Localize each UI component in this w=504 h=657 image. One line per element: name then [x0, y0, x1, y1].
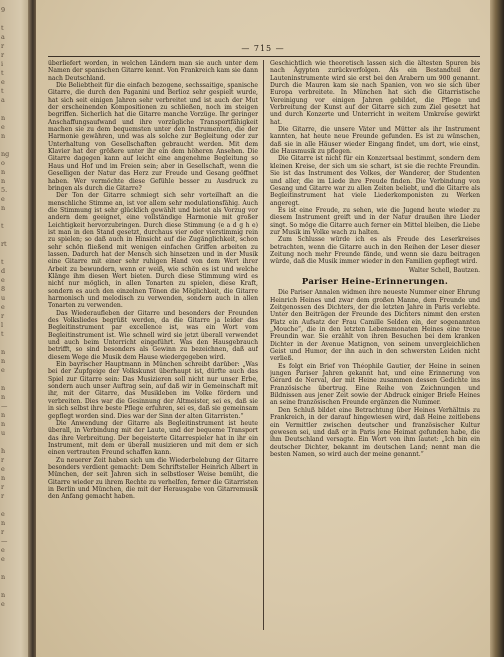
- left-column: [48, 60, 258, 632]
- bleed-line: t: [1, 222, 4, 230]
- bleed-line: 5.: [1, 186, 8, 194]
- bleed-through-text: [1, 6, 23, 609]
- page-edge-right: [490, 0, 504, 657]
- bleed-line: n: [1, 168, 6, 176]
- bleed-line: n: [1, 393, 6, 401]
- bleed-line: n: [1, 411, 6, 419]
- bleed-line: n: [1, 384, 6, 392]
- bleed-line: e: [1, 123, 5, 131]
- bleed-line: u: [1, 429, 6, 437]
- bleed-line: n: [1, 474, 6, 482]
- bleed-line: [1, 582, 23, 591]
- bleed-line: r: [1, 492, 5, 500]
- bleed-line: r: [1, 51, 5, 59]
- article-paragraph: überliefert worden, in welchen Ländern man sie auch unter dem Namen der spanischen Gitarre kennt. Von Frankreich kam sie dann nach Deutschland.: [48, 60, 258, 82]
- bleed-line: [1, 501, 23, 510]
- bleed-line: e: [1, 303, 5, 311]
- bleed-line: [1, 249, 23, 258]
- bleed-line: n: [1, 114, 6, 122]
- article-paragraph: Der Ton der Gitarre schmiegt sich sehr vorteilhaft an die menschliche Stimme an, ist vor allem sehr modulationsfähig. Auch die Stimmung ist sehr glücklich gewählt und bietet als Vorzug vor andern dem geeignet, eine vollständige Harmonie mit großer Leichtigkeit hervorzubringen. Durch diese Stimmung (e a d g h e) ist man in den Stand gesetzt, durchaus vier oder vierstimmig rein zu spielen; so daß auch in Hinsicht auf die Zugänglichkeit, schon sehr schön fließend mit wenigen einfachen Griffen arbeiten zu lassen. Dadurch hat der Mensch sich hinsetzen und in der Musik eine Gitarre mit einer sehr ruhigen Hand von dem Wert ihrer Arbeit zu bewundern, wenn er weiß, wie schön es ist und welche Klänge ihm diesen Wert bieten. Durch diese Stimmung wird es nicht nur möglich, in allen Tonarten zu spielen, diese Kraft, sondern es auch den einzelnen Tönen die Möglichkeit, die Gitarre harmonisch und melodisch zu verwenden, sondern auch in allen Tonarten zu verwenden.: [48, 192, 258, 310]
- article-paragraph: Ein bayrischer Hauptmann in München schreibt darüber: „Was bei der Zupfgeige der Volkskunst überhaupt ist, dürfte auch das Spiel zur Gitarre sein: Das Musizieren soll nicht nur unser Erbe, sondern auch unser Auftrag sein, auf daß wir in Gemeinschaft mit ihr, mit der Gitarre, das Musikleben im Volke fördern und verbreiten. Dies war die Gesinnung der Altmeister, sei es, daß sie in sich selbst ihre beste Pflege erfuhren, sei es, daß sie gemeinsam gepflegt worden sind. Dies war der Sinn der alten Gitarristen.“: [48, 361, 258, 420]
- bleed-line: ng: [1, 150, 10, 158]
- bleed-line: i: [1, 60, 4, 68]
- bleed-line: e: [1, 510, 5, 518]
- bleed-line: r: [1, 42, 5, 50]
- article-paragraph: Es ist eine Freude, zu sehen, wie die Jugend heute wieder zu diesem Instrument greift und in der Natur draußen ihre Lieder singt. So möge die Gitarre auch ferner ein Mittel bleiben, die Liebe zur Musik im Volke wach zu halten.: [270, 206, 480, 236]
- bleed-line: [1, 375, 23, 384]
- bleed-line: n: [1, 348, 6, 356]
- article-paragraph: Das Wiederaufleben der Gitarre und besonders der Freunden des Volksliedes begrüßt werden, da die Gitarre ja leider das Begleitinstrument par excellence ist, was ein Wort vom Begleitinstrument ist. Wie schnell wird sie jetzt überall verwendet und auch beim Unterricht eingeführt. Was den Hausgebrauch betrifft, so sind besonders als Gewinn zu bezeichnen, daß auf diesem Wege die Musik dem Hause wiedergegeben wird.: [48, 309, 258, 361]
- bleed-line: —: [1, 402, 8, 410]
- author-signature: Walter Schell, Bautzen.: [408, 266, 480, 274]
- article-paragraph: Zu neuerer Zeit haben sich um die Wiederbelebung der Gitarre besonders verdient gemacht: Dem Schriftsteller Heinrich Albert in München, der seit Jahren sich in selbstloser Weise bemüht, die Gitarre wieder zu ihrem Rechte zu verhelfen, ferner die Gitarristen in Berlin und München, die mit der Herausgabe von Gitarremusik den Anfang gemacht haben.: [48, 456, 258, 501]
- bleed-line: e: [1, 276, 5, 284]
- article-paragraph: Den Schluß bildet eine Betrachtung über Heines Verhältnis zu Frankreich, in der darauf hingewiesen wird, daß Heine zeitlebens ein Vermittler zwischen deutscher und französischer Kultur gewesen sei, und daß er in Paris jene Heimat gefunden habe, die ihm Deutschland versagte. Ein Wort von ihm lautet: „Ich bin ein deutscher Dichter, bekannt im deutschen Land; nennt man die besten Namen, so wird auch der meine genannt.“: [270, 406, 480, 458]
- bleed-line: [1, 339, 23, 348]
- bleed-line: 9: [1, 6, 6, 14]
- article-paragraph: Zum Schlusse würde ich es als Freude des Leserkreises betrachten, wenn die Gitarre auch in den Reihen der Leser dieser Zeitung noch mehr Freunde fände, und wenn sie dazu beitragen würde, daß die Musik immer wieder in den Familien gepflegt wird.: [270, 236, 480, 266]
- bleed-line: l: [1, 321, 4, 329]
- bleed-line: n: [1, 204, 6, 212]
- newspaper-page: [36, 0, 490, 657]
- bleed-line: [1, 15, 23, 24]
- bleed-line: o: [1, 159, 5, 167]
- bleed-line: n: [1, 420, 6, 428]
- bleed-line: e: [1, 600, 5, 608]
- bleed-line: —: [1, 537, 8, 545]
- bleed-line: e: [1, 195, 5, 203]
- section-heading: Pariser Heine-Erinnerungen.: [301, 276, 449, 287]
- article-paragraph: Die Pariser Annalen widmen ihre neueste Nummer einer Ehrung Heinrich Heines und zwar dem großen Manne, dem Freunde und Zeitgenossen des Dichters, der die letzten Jahre in Paris verlebte. Unter den Beiträgen der Freunde des Dichters nimmt den ersten Platz ein Aufsatz der Frau Camille Selden ein, der sogenannten „Mouche“, die in den letzten Lebensmonaten Heines eine treue Freundin war. Sie erzählt von ihren Besuchen bei dem kranken Dichter in der Avenue Matignon, von seinem unvergleichlichen Geist und Humor, der ihn auch in den schwersten Leiden nicht verließ.: [270, 289, 480, 363]
- bleed-line: [1, 438, 23, 447]
- article-paragraph: Geschichtlich wie theoretisch lassen sich die ältesten Spuren bis nach Ägypten zurückverfolgen. Als ein Bestandteil der Lauteninstrumente wird sie erst bei den Arabern um 900 genannt. Durch die Mauren kam sie nach Spanien, von wo sie sich über Europa verbreitete. In München hat sich die Gitarristische Vereinigung vor einigen Jahren gebildet, die Pflege und Verbreitung der Kunst auf der Gitarre sich zum Ziel gesetzt hat und durch Konzerte und Unterricht in weitem Umkreise gewirkt hat.: [270, 60, 480, 126]
- article-paragraph: Es folgt ein Brief von Théophile Gautier, der Heine in seinen jungen Pariser Jahren gekannt hat, und eine Erinnerung von Gérard de Nerval, der mit Heine zusammen dessen Gedichte ins Französische übertrug. Eine Reihe von Zeichnungen und Bildnissen aus jener Zeit sowie der Abdruck einiger Briefe Heines an seine französischen Freunde ergänzen die Nummer.: [270, 362, 480, 407]
- bleed-line: r: [1, 528, 5, 536]
- bleed-line: [1, 213, 23, 222]
- bleed-line: n: [1, 573, 6, 581]
- bleed-line: t: [1, 258, 4, 266]
- bleed-line: e: [1, 366, 5, 374]
- bleed-line: n: [1, 591, 6, 599]
- bleed-line: u: [1, 294, 6, 302]
- bleed-line: t: [1, 69, 4, 77]
- bleed-line: e: [1, 546, 5, 554]
- bleed-line: [1, 231, 23, 240]
- column-divider: [263, 60, 264, 630]
- bleed-line: [1, 564, 23, 573]
- bleed-line: n: [1, 519, 6, 527]
- bleed-line: e: [1, 465, 5, 473]
- bleed-line: [1, 141, 23, 150]
- bleed-line: t: [1, 24, 4, 32]
- article-paragraph: Die Gitarre, die unsere Väter und Mütter als ihr Instrument kannten, hat heute neue Freunde gefunden. Es ist zu wünschen, daß sie in alle Häuser wieder Eingang findet, um dort, wie einst, die Hausmusik zu pflegen.: [270, 126, 480, 156]
- right-column: [270, 60, 480, 632]
- bleed-line: t: [1, 87, 4, 95]
- bleed-line: 8: [1, 285, 6, 293]
- bleed-line: a: [1, 33, 5, 41]
- article-paragraph: Die Beliebtheit für die einfach bezogene, sechssaitige, spanische Gitarre, die durch den Paganini und Berlioz sehr gespielt wurde, hat sich seit einigen Jahren sehr verbreitet und ist auch der Mut der erscheinenden Kompositionen zu schließen, noch im steigen begriffen. Sicherlich hat die Gitarre manche Vorzüge. Ihr geringer Anschaffungsaufwand und ihre vorzügliche Transportfähigkeit machen sie zu dem bequemsten unter den Instrumenten, die der Harmonie gewähren, und was als solche zur Begleitung oder zur Unterhaltung von Gesellschaften gebraucht werden. Mit dem Klavier hat der größere unter ihr ein dem höheren Ansehen. Die Gitarre dagegen kann auf leicht eine angenehme Begleitung so Haus und Hof und im Freien sein; aber in Gesellschaft, wenn die Geselligen der Natur das Herz zur Freude und Gesang geöffnet haben. Wer vermöchte diese Gefühle besser zu Ausdruck zu bringen als durch die Gitarre?: [48, 82, 258, 192]
- bleed-line: n: [1, 357, 6, 365]
- bleed-line: n: [1, 177, 6, 185]
- bleed-line: [1, 105, 23, 114]
- bleed-line: e: [1, 78, 5, 86]
- article-paragraph: Die Anwendung der Gitarre als Begleitinstrument ist heute überall, in Verbindung mit der Laute, und der bequeme Transport das ihre Verbreitung. Der begeisterte Gitarrespieler hat in ihr ein Instrument, mit dem er überall musizieren und mit dem er sich einen vertrauten Freund schaffen kann.: [48, 419, 258, 457]
- header-rule: [48, 56, 480, 57]
- bleed-line: r: [1, 312, 5, 320]
- bleed-line: rt: [1, 240, 7, 248]
- book-gutter: [28, 0, 36, 657]
- bleed-line: n: [1, 132, 6, 140]
- bleed-line: e: [1, 555, 5, 563]
- bleed-line: r: [1, 456, 5, 464]
- bleed-line: h: [1, 447, 6, 455]
- bleed-line: r: [1, 483, 5, 491]
- article-paragraph: Die Gitarre ist nicht für ein Konzertsaal bestimmt, sondern dem kleinen Kreise, der sich um sie schart, ist sie die rechte Freundin. Sie ist das Instrument des Volkes, der Wanderer, der Studenten und aller, die im Liede ihre Freude finden. Die Verbindung von Gesang und Gitarre war zu allen Zeiten beliebt, und die Gitarre als Begleitinstrument hat viele Liederkomponisten zu Werken angeregt.: [270, 155, 480, 207]
- bleed-line: t: [1, 330, 4, 338]
- page-number: — 715 —: [241, 44, 285, 53]
- bleed-line: d: [1, 267, 6, 275]
- previous-page-edge: [0, 0, 30, 657]
- bleed-line: a: [1, 96, 5, 104]
